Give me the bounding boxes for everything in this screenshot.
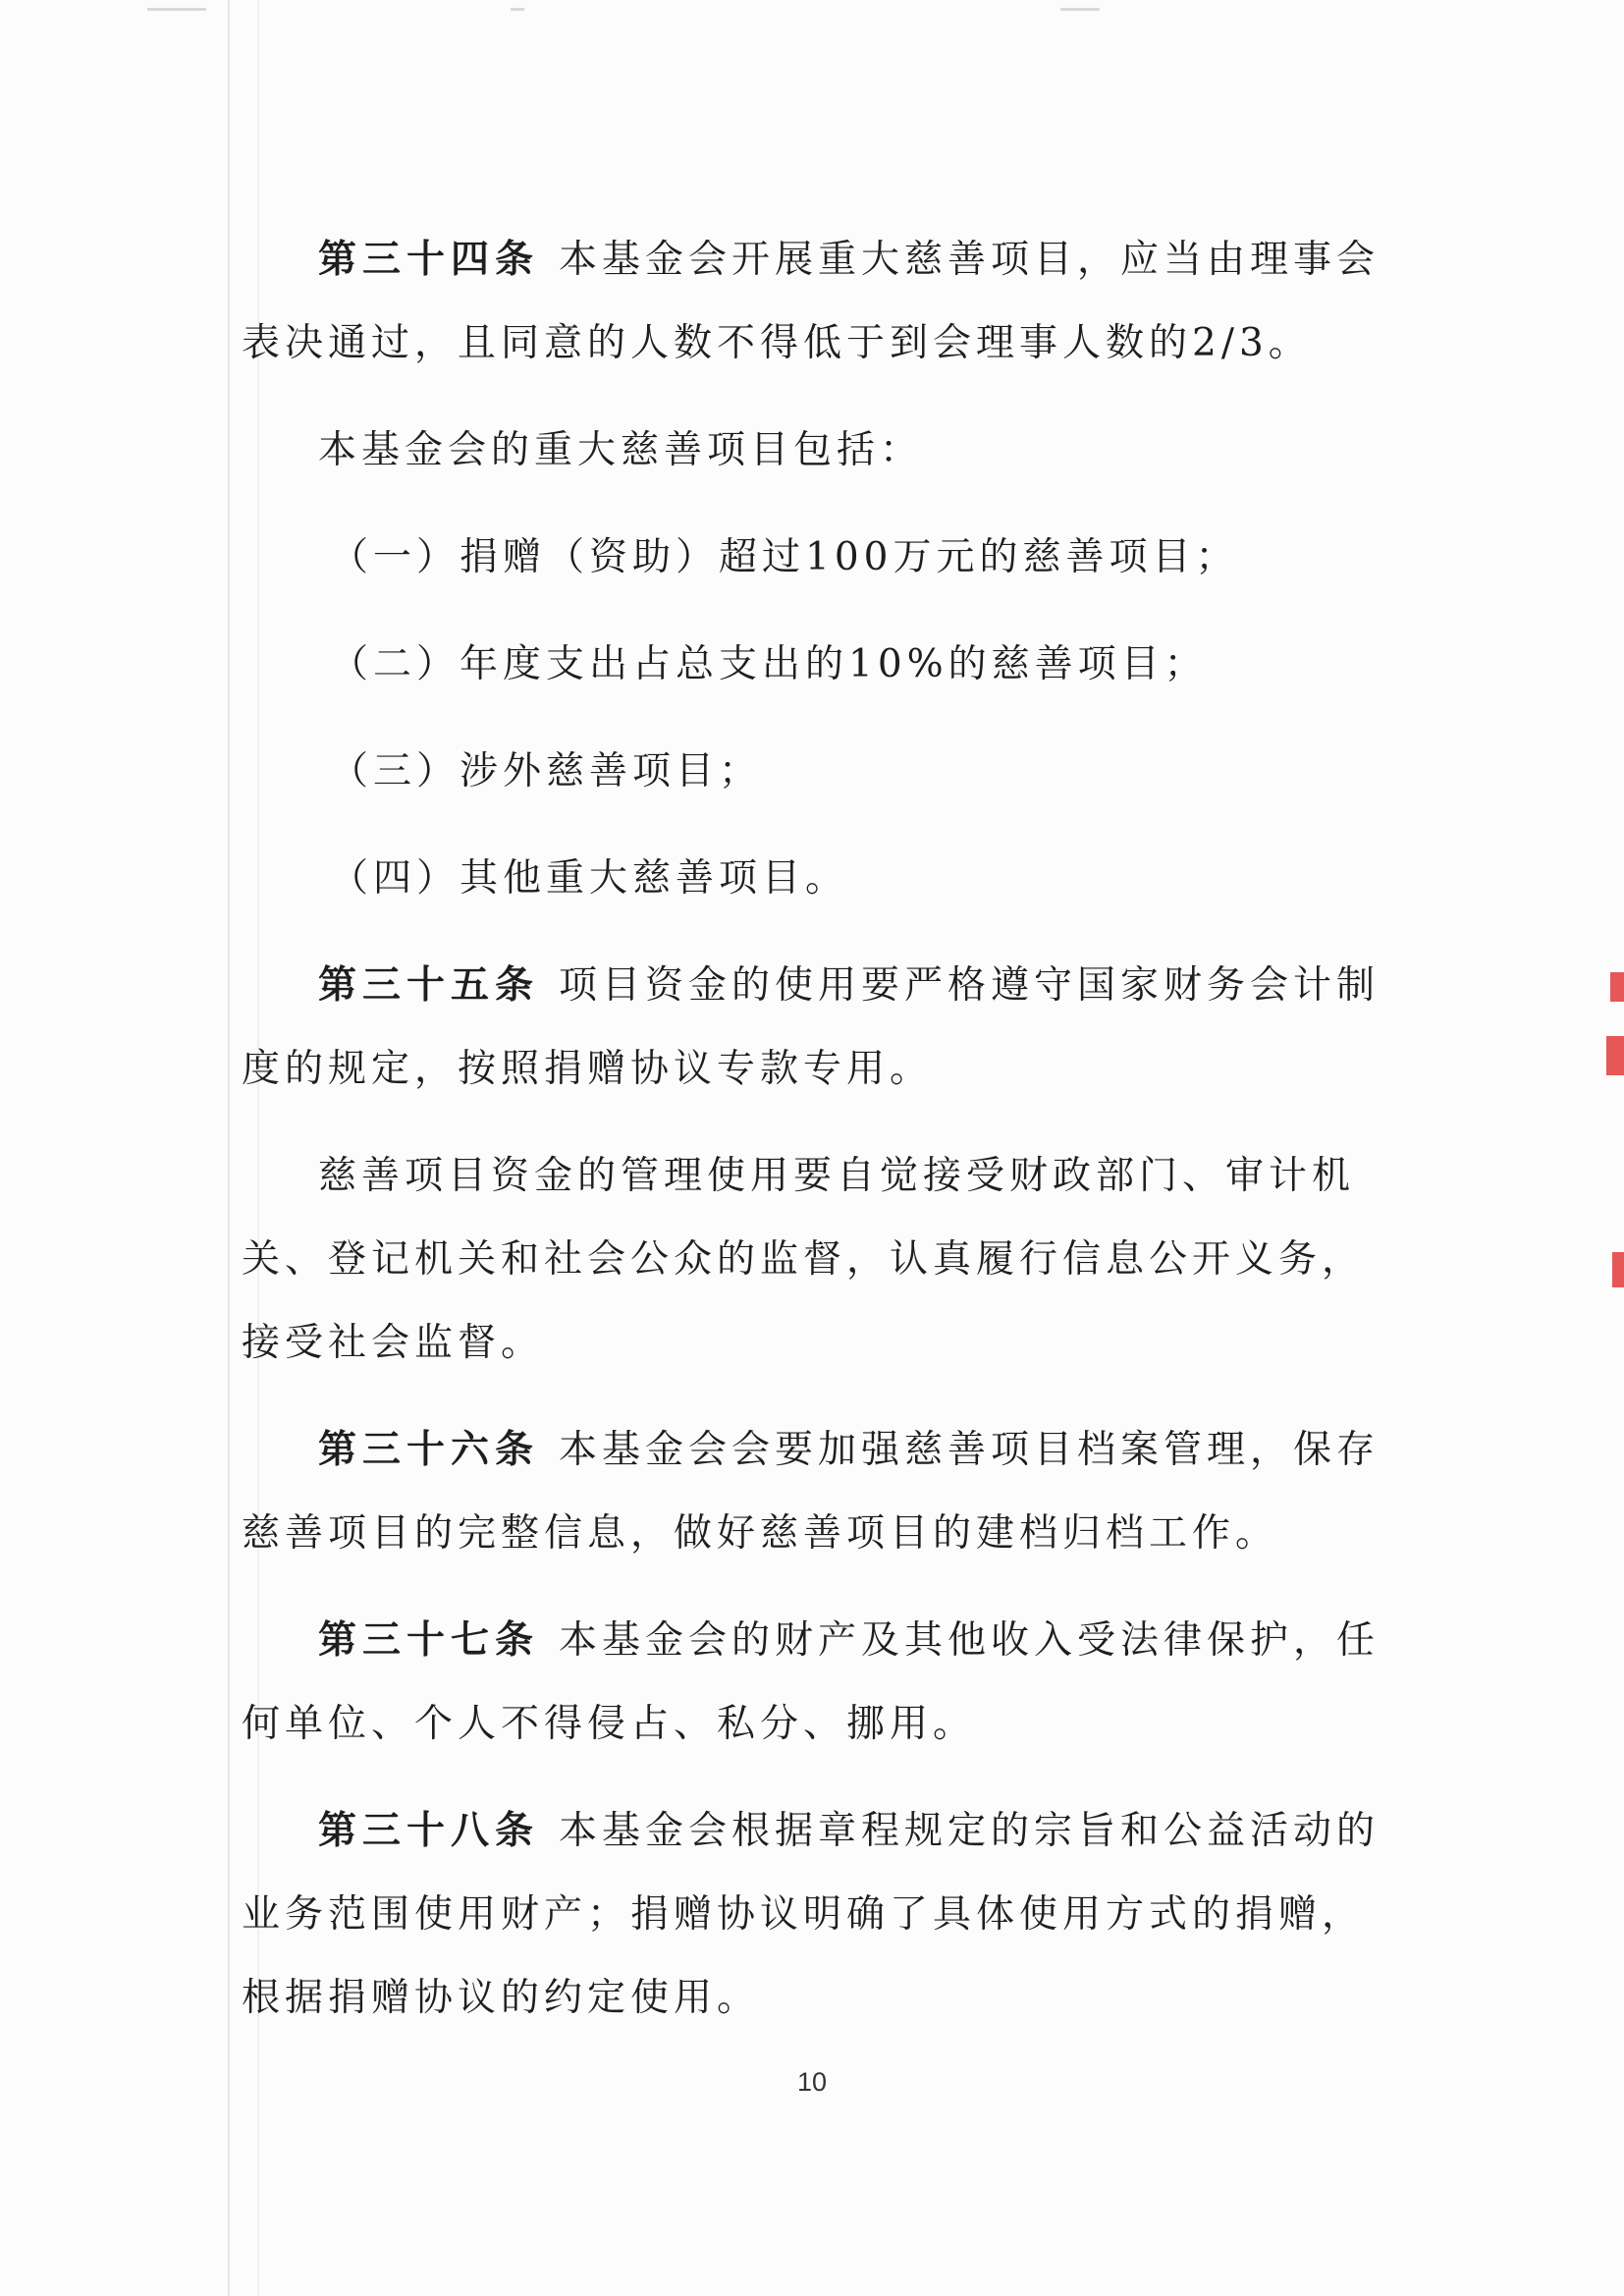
scan-artifact <box>147 8 206 11</box>
article-38 <box>242 1789 1380 2040</box>
article-text: 本基金会开展重大慈善项目，应当由理事会表决通过，且同意的人数不得低于到会理事人数的2/3。 <box>242 238 1380 365</box>
article-title: 第三十七条 <box>318 1618 540 1663</box>
seal-fragment <box>1606 1036 1624 1075</box>
scan-edge-line <box>228 0 230 2296</box>
article-34 <box>242 218 1380 385</box>
document-body <box>242 218 1380 2063</box>
list-item-text: （四）其他重大慈善项目。 <box>330 856 849 901</box>
article-title: 第三十五条 <box>318 963 540 1008</box>
paragraph-text: 慈善项目资金的管理使用要自觉接受财政部门、审计机关、登记机关和社会公众的监督，认真履行信息公开义务，接受社会监督。 <box>242 1154 1366 1365</box>
paragraph-text: 本基金会的重大慈善项目包括： <box>318 428 924 472</box>
list-item <box>242 516 1380 599</box>
article-text: 本基金会的财产及其他收入受法律保护，任何单位、个人不得侵占、私分、挪用。 <box>242 1618 1380 1746</box>
list-item <box>242 730 1380 813</box>
list-item-text: （二）年度支出占总支出的10%的慈善项目； <box>330 642 1208 686</box>
article-title: 第三十四条 <box>318 238 540 282</box>
article-37 <box>242 1599 1380 1766</box>
article-text: 本基金会会要加强慈善项目档案管理，保存慈善项目的完整信息，做好慈善项目的建档归档工作。 <box>242 1428 1380 1556</box>
article-text: 项目资金的使用要严格遵守国家财务会计制度的规定，按照捐赠协议专款专用。 <box>242 963 1380 1091</box>
page-number: 10 <box>796 2067 828 2097</box>
scan-artifact <box>511 8 524 11</box>
article-text: 本基金会根据章程规定的宗旨和公益活动的业务范围使用财产；捐赠协议明确了具体使用方式的捐赠，根据捐赠协议的约定使用。 <box>242 1809 1380 2020</box>
paragraph <box>242 409 1380 492</box>
seal-fragment <box>1610 972 1624 1002</box>
article-title: 第三十八条 <box>318 1809 540 1853</box>
list-item <box>242 623 1380 706</box>
list-item-text: （一）捐赠（资助）超过100万元的慈善项目； <box>330 535 1239 579</box>
article-36 <box>242 1408 1380 1575</box>
list-item-text: （三）涉外慈善项目； <box>330 749 763 793</box>
seal-fragment <box>1612 1252 1624 1287</box>
article-title: 第三十六条 <box>318 1428 540 1472</box>
paragraph <box>242 1134 1380 1385</box>
scan-artifact <box>1060 8 1100 11</box>
article-35 <box>242 944 1380 1111</box>
list-item <box>242 837 1380 920</box>
